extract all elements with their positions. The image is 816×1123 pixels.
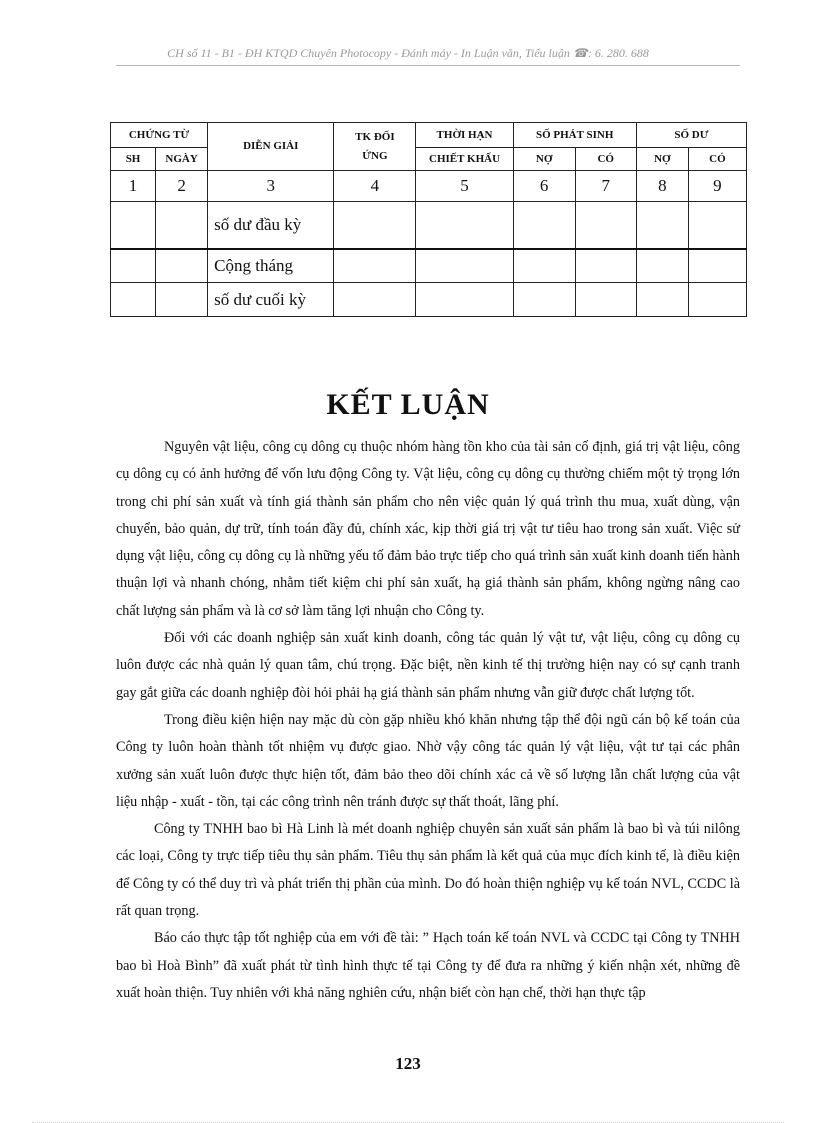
header-dien-giai: DIỄN GIẢI [208,123,334,171]
col-number: 5 [416,170,513,201]
row-label-month-total: Cộng tháng [208,249,334,283]
header-thoi-han: THỜI HẠN [416,123,513,148]
header-chung-tu: CHỨNG TỪ [111,123,208,148]
column-number-row [111,170,747,201]
header-sh: SH [111,147,156,170]
row-label-opening-balance: số dư đầu kỳ [208,201,334,249]
header-no-phat-sinh: NỢ [513,147,575,170]
col-number: 2 [156,170,208,201]
section-title: KẾT LUẬN [326,388,490,421]
col-number: 6 [513,170,575,201]
header-tk-doi-ung-line2: ỨNG [362,149,388,162]
paragraph: Đối với các doanh nghiệp sản xuất kinh doanh, công tác quản lý vật tư, vật liệu, công cụ dông cụ luôn được các nhà quản lý quan tâm, chú trọng. Đặc biệt, nền kinh tế thị trường hiện nay có sự cạnh tranh gay gắt giữa các doanh nghiệp đòi hỏi phải hạ giá thành sản phẩm nhưng vẫn giữ được chất lượng tốt. [116,630,740,701]
col-number: 7 [575,170,636,201]
table-row [111,249,747,283]
paragraph: Nguyên vật liệu, công cụ dông cụ thuộc nhóm hàng tồn kho của tài sản cố định, giá trị vật liệu, công cụ dông cụ có ảnh hưởng để vốn lưu động Công ty. Vật liệu, công cụ dông cụ thường chiếm một tỷ trọng lớn trong chi phí sản xuất và tính giá thành sản phẩm cho nên việc quản lý quá trình thu mua, xuất dùng, vận chuyển, bảo quản, dự trữ, tính toán đầy đủ, chính xác, kịp thời giá trị vật tư tiêu hao trong sản xuất. Việc sử dụng vật liệu, công cụ dông cụ là những yếu tố đảm bảo trực tiếp cho quá trình sản xuất kinh doanh tiến hành thuận lợi và nhanh chóng, nhằm tiết kiệm chi phí sản xuất, hạ giá thành sản phẩm, không ngừng nâng cao chất lượng sản phẩm và là cơ sở làm tăng lợi nhuận cho Công ty. [116,439,740,619]
header-so-phat-sinh: SỐ PHÁT SINH [513,123,636,148]
page-header: CH số 11 - B1 - ĐH KTQD Chuyên Photocopy - Đánh máy - In Luận văn, Tiểu luận ☎: 6. 280. 688 [167,46,649,60]
col-number: 3 [208,170,334,201]
header-co-phat-sinh: CÓ [575,147,636,170]
row-label-closing-balance: số dư cuối kỳ [208,283,334,317]
table-row [111,201,747,249]
paragraph: Công ty TNHH bao bì Hà Linh là mét doanh nghiệp chuyên sản xuất sản phẩm là bao bì và túi nilông các loại, Công ty trực tiếp tiêu thụ sản phẩm. Tiêu thụ sản phẩm là kết quả của mục đích kinh tế, là điều kiện để Công ty có thể duy trì và phát triển thị phần của mình. Do đó hoàn thiện nghiệp vụ kế toán NVL, CCDC là rất quan trọng. [116,821,740,920]
col-number: 8 [636,170,688,201]
page-number: 123 [395,1054,421,1073]
paragraph: Trong điều kiện hiện nay mặc dù còn gặp nhiều khó khăn nhưng tập thể đội ngũ cán bộ kế toán của Công ty luôn hoàn thành tốt nhiệm vụ được giao. Nhờ vậy công tác quản lý vật liệu, vật tư tại các phân xưởng sản xuất luôn được thực hiện tốt, đảm bảo theo dõi chính xác cả về số lượng lẫn chất lượng của vật liệu nhập - xuất - tồn, tại các công trình nên tránh được sự thất thoát, lãng phí. [116,711,740,810]
header-co-so-du: CÓ [688,147,746,170]
ledger-table [110,122,747,317]
col-number: 1 [111,170,156,201]
paragraph: Báo cáo thực tập tốt nghiệp của em với đề tài: ” Hạch toán kế toán NVL và CCDC tại Công ty TNHH bao bì Hoà Bình” đã xuất phát từ tình hình thực tế tại Công ty để đưa ra những ý kiến nhận xét, những đề xuất hoàn thiện. Tuy nhiên với khả năng nghiên cứu, nhận biết còn hạn chế, thời hạn thực tập [116,930,740,1001]
col-number: 9 [688,170,746,201]
header-divider [116,65,740,66]
header-tk-doi-ung-line1: TK ĐỐI [355,130,395,143]
table-row [111,283,747,317]
header-chiet-khau: CHIẾT KHẤU [416,147,513,170]
header-no-so-du: NỢ [636,147,688,170]
col-number: 4 [334,170,416,201]
header-ngay: NGÀY [156,147,208,170]
body-text [116,434,740,1007]
header-tk-doi-ung [334,123,416,171]
header-so-du: SỐ DƯ [636,123,746,148]
